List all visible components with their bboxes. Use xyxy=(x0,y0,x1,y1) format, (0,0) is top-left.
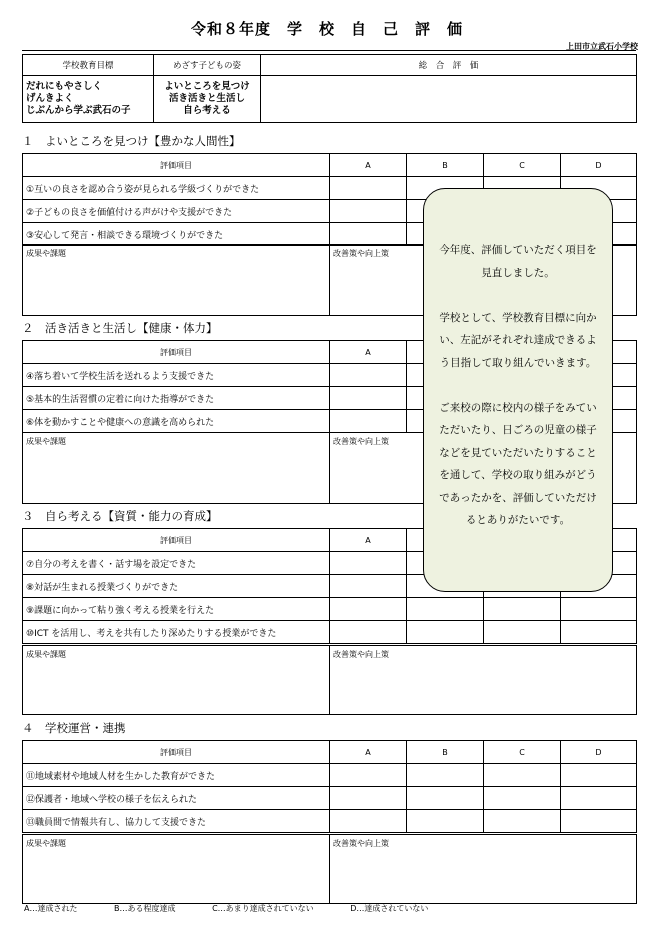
notice-callout xyxy=(423,188,613,592)
rating-cell[interactable] xyxy=(330,223,407,246)
eval-item: ④落ち着いて学校生活を送れるよう支援できた xyxy=(23,364,330,387)
eval-item: ⑫保護者・地域へ学校の様子を伝えられた xyxy=(23,787,330,810)
goal-header: 学校教育目標 xyxy=(23,55,154,76)
feedback-table xyxy=(22,834,637,904)
note-line: う目指して取り組んでいきます。 xyxy=(439,356,597,369)
rating-cell[interactable] xyxy=(407,621,484,644)
rating-cell[interactable] xyxy=(330,410,407,433)
rating-cell[interactable] xyxy=(484,621,561,644)
rating-cell[interactable] xyxy=(330,177,407,200)
child-text xyxy=(154,76,261,123)
rating-cell[interactable] xyxy=(561,764,637,787)
rating-cell[interactable] xyxy=(330,621,407,644)
results-field[interactable]: 成果や課題 xyxy=(23,835,330,904)
section-title: ２ 活き活きと生活し【健康・体力】 xyxy=(22,321,218,335)
rating-cell[interactable] xyxy=(330,810,407,833)
section-title: １ よいところを見つけ【豊かな人間性】 xyxy=(22,134,241,148)
col-b-header: B xyxy=(407,741,484,764)
note-line: い、左記がそれぞれ達成できるよ xyxy=(439,334,597,346)
rating-cell[interactable] xyxy=(407,764,484,787)
col-d-header: D xyxy=(561,154,637,177)
eval-item: ⑩ICT を活用し、考えを共有したり深めたりする授業ができた xyxy=(23,621,330,644)
overall-cell[interactable] xyxy=(261,76,637,123)
eval-item-header: 評価項目 xyxy=(23,529,330,552)
rating-cell[interactable] xyxy=(330,764,407,787)
school-name: 上田市立武石小学校 xyxy=(566,42,638,51)
eval-item: ②子どもの良さを価値付ける声がけや支援ができた xyxy=(23,200,330,223)
child-line: 活き活きと生活し xyxy=(168,93,245,104)
rating-cell[interactable] xyxy=(561,810,637,833)
legend-b: B…ある程度達成 xyxy=(114,904,176,913)
results-field[interactable]: 成果や課題 xyxy=(23,646,330,715)
col-d-header: D xyxy=(561,741,637,764)
eval-item: ⑨課題に向かって粘り強く考える授業を行えた xyxy=(23,598,330,621)
note-line: などを見ていただいたりすること xyxy=(439,446,597,459)
rating-cell[interactable] xyxy=(407,598,484,621)
eval-item-header: 評価項目 xyxy=(23,741,330,764)
eval-table xyxy=(22,740,637,833)
eval-item: ⑧対話が生まれる授業づくりができた xyxy=(23,575,330,598)
note-line: ただいたり、日ごろの児童の様子 xyxy=(439,424,597,436)
rating-cell[interactable] xyxy=(484,598,561,621)
child-header: めざす子どもの姿 xyxy=(154,55,261,76)
col-a-header: A xyxy=(330,529,407,552)
note-line xyxy=(434,284,602,307)
feedback-table xyxy=(22,645,637,715)
goals-table xyxy=(22,54,637,123)
goal-line: じぶんから学ぶ武石の子 xyxy=(26,105,131,116)
rating-cell[interactable] xyxy=(407,787,484,810)
rating-cell[interactable] xyxy=(484,764,561,787)
child-line: よいところを見つけ xyxy=(164,81,250,92)
legend-d: D…達成されていない xyxy=(350,904,429,913)
eval-item: ⑬職員間で情報共有し、協力して支援できた xyxy=(23,810,330,833)
section-title: ４ 学校運営・連携 xyxy=(22,721,126,735)
page-title: 令和８年度 学 校 自 己 評 価 xyxy=(190,20,463,38)
results-field[interactable]: 成果や課題 xyxy=(23,433,330,504)
results-field[interactable]: 成果や課題 xyxy=(23,245,330,316)
improve-field[interactable]: 改善策や向上策 xyxy=(330,433,637,504)
eval-item: ①互いの良さを認め合う姿が見られる学級づくりができた xyxy=(23,177,330,200)
col-c-header: C xyxy=(484,154,561,177)
note-line: 見直しました。 xyxy=(481,266,555,279)
eval-item: ⑪地域素材や地域人材を生かした教育ができた xyxy=(23,764,330,787)
rating-cell[interactable] xyxy=(330,364,407,387)
rating-cell[interactable] xyxy=(561,621,637,644)
note-line: を通して、学校の取り組みがどう xyxy=(439,469,597,481)
goal-line: げんきよく xyxy=(26,93,74,104)
note-line: 学校として、学校教育目標に向か xyxy=(439,311,597,324)
eval-item: ⑤基本的生活習慣の定着に向けた指導ができた xyxy=(23,387,330,410)
note-line: であったかを、評価していただけ xyxy=(439,491,597,504)
col-c-header: C xyxy=(484,741,561,764)
eval-item-header: 評価項目 xyxy=(23,154,330,177)
legend-c: C…あまり達成されていない xyxy=(212,904,314,913)
col-a-header: A xyxy=(330,741,407,764)
improve-field[interactable]: 改善策や向上策 xyxy=(330,835,637,904)
col-a-header: A xyxy=(330,154,407,177)
goal-line: だれにもやさしく xyxy=(26,81,103,92)
legend-a: A…達成された xyxy=(24,904,78,913)
table-row xyxy=(23,810,637,833)
rating-cell[interactable] xyxy=(407,810,484,833)
rating-legend xyxy=(24,903,462,914)
table-row xyxy=(23,787,637,810)
rating-cell[interactable] xyxy=(484,787,561,810)
note-line xyxy=(434,374,602,397)
improve-field[interactable]: 改善策や向上策 xyxy=(330,245,637,316)
note-line: ご来校の際に校内の様子をみてい xyxy=(439,401,597,414)
improve-field[interactable]: 改善策や向上策 xyxy=(330,646,637,715)
section-title: ３ 自ら考える【資質・能力の育成】 xyxy=(22,509,218,523)
rating-cell[interactable] xyxy=(330,575,407,598)
title-rule xyxy=(22,50,636,51)
eval-item: ⑥体を動かすことや健康への意識を高められた xyxy=(23,410,330,433)
overall-header[interactable]: 総 合 評 価 xyxy=(261,55,637,76)
rating-cell[interactable] xyxy=(561,787,637,810)
rating-cell[interactable] xyxy=(330,787,407,810)
eval-item-header: 評価項目 xyxy=(23,341,330,364)
col-a-header: A xyxy=(330,341,407,364)
table-row xyxy=(23,621,637,644)
rating-cell[interactable] xyxy=(330,387,407,410)
eval-item: ③安心して発言・相談できる環境づくりができた xyxy=(23,223,330,246)
table-row xyxy=(23,764,637,787)
rating-cell[interactable] xyxy=(330,200,407,223)
rating-cell[interactable] xyxy=(484,810,561,833)
note-line: るとありがたいです。 xyxy=(465,514,571,526)
goal-text xyxy=(23,76,154,123)
col-b-header: B xyxy=(407,154,484,177)
child-line: 自ら考える xyxy=(183,105,231,116)
rating-cell[interactable] xyxy=(330,552,407,575)
table-row xyxy=(23,598,637,621)
rating-cell[interactable] xyxy=(561,598,637,621)
note-line: 今年度、評価していただく項目を xyxy=(439,244,597,256)
eval-item: ⑦自分の考えを書く・話す場を設定できた xyxy=(23,552,330,575)
rating-cell[interactable] xyxy=(330,598,407,621)
